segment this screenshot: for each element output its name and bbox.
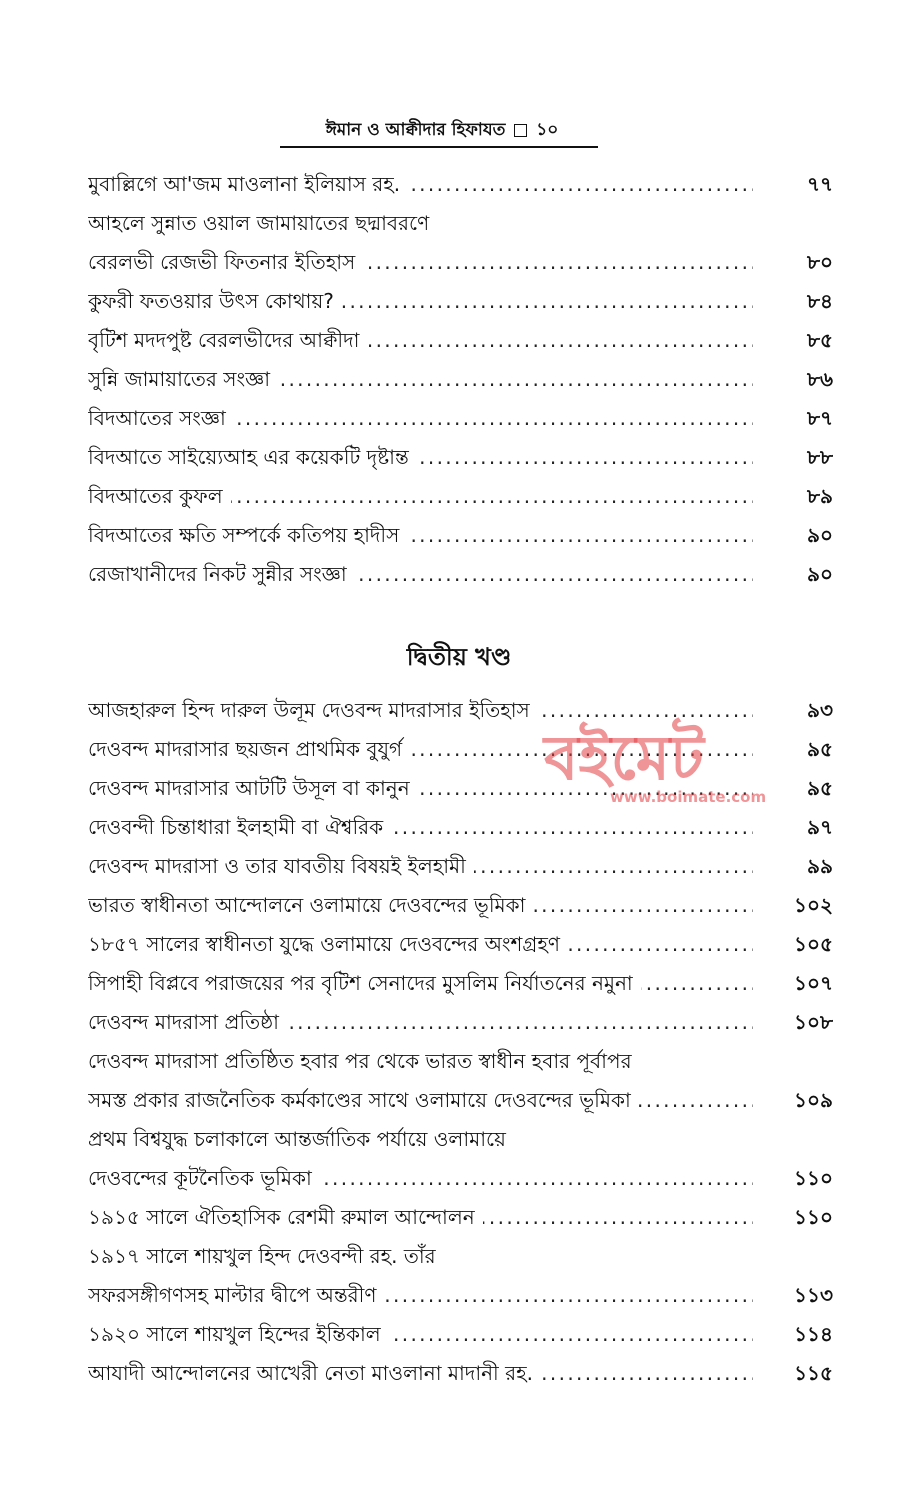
toc-entry-page: ৭৭: [806, 172, 833, 196]
toc-entry-page: ৮০: [807, 250, 833, 274]
toc-entry-title: বেরলভী রেজভী ফিতনার ইতিহাস: [88, 250, 363, 274]
toc-entry-title: মুবাল্লিগে আ'জম মাওলানা ইলিয়াস রহ.: [88, 172, 408, 196]
toc-entry-page: ৯০: [807, 562, 833, 586]
toc-entry: [88, 1039, 833, 1078]
toc-entry-page: ১১০: [794, 1205, 833, 1229]
toc-entry: [88, 357, 833, 396]
toc-entry: [88, 1117, 833, 1156]
watermark-logo: বইমেট: [544, 721, 704, 794]
watermark-url: www.boimate.com: [610, 788, 767, 806]
toc-entry-title: সফরসঙ্গীগণসহ মাল্টার দ্বীপে অন্তরীণ: [88, 1283, 384, 1307]
toc-entry-title: আযাদী আন্দোলনের আখেরী নেতা মাওলানা মাদানী রহ.: [88, 1361, 541, 1385]
toc-entry-page: ১০৯: [794, 1088, 833, 1112]
toc-entry: [88, 883, 833, 922]
running-header: [283, 118, 601, 142]
section-title: দ্বিতীয় খণ্ড: [406, 643, 512, 671]
toc-entry: [88, 552, 833, 591]
toc-entry-page: ৯৫: [807, 737, 833, 761]
book-title: ঈমান ও আক্বীদার হিফাযত: [325, 120, 506, 140]
toc-entry-page: ১০৭: [794, 971, 833, 995]
toc-entry-title: সমস্ত প্রকার রাজনৈতিক কর্মকাণ্ডের সাথে ওলামায়ে দেওবন্দের ভূমিকা: [88, 1088, 639, 1112]
toc-entry-title: ১৮৫৭ সালের স্বাধীনতা যুদ্ধে ওলামায়ে দেওবন্দের অংশগ্রহণ: [88, 932, 568, 956]
toc-entry: [88, 1234, 833, 1273]
header-page-number: ১০: [536, 120, 559, 140]
toc-entry-title: দেওবন্দী চিন্তাধারা ইলহামী বা ঐশ্বরিক: [88, 815, 391, 839]
toc-entry: [88, 396, 833, 435]
toc-entry: [88, 922, 833, 961]
toc-entry-page: ৯৯: [807, 854, 833, 878]
toc-entry-page: ৯৭: [807, 815, 833, 839]
toc-entry-title: দেওবন্দ মাদরাসার ছয়জন প্রাথমিক বুযুর্গ: [88, 737, 410, 761]
toc-entry-page: ৮৪: [807, 289, 833, 313]
toc-entry-page: ১১০: [794, 1166, 833, 1190]
toc-entry-page: ৯০: [807, 523, 833, 547]
toc-entry-page: ৮৯: [807, 484, 833, 508]
toc-entry: [88, 240, 833, 279]
toc-entry: [88, 1351, 833, 1390]
toc-entry: [88, 162, 833, 201]
toc-entry-title: আহলে সুন্নাত ওয়াল জামায়াতের ছদ্মাবরণে: [88, 211, 437, 235]
toc-entry: [88, 474, 833, 513]
toc-entry-title: প্রথম বিশ্বযুদ্ধ চলাকালে আন্তর্জাতিক পর্যায়ে ওলামায়ে: [88, 1127, 514, 1151]
toc-entry: [88, 279, 833, 318]
toc-entry: [88, 201, 833, 240]
toc-entry-title: বিদআতের কুফল: [88, 484, 231, 508]
toc-entry-page: ৮৭: [807, 406, 833, 430]
toc-entry-page: ১১৪: [794, 1322, 833, 1346]
toc-entry: [88, 961, 833, 1000]
square-bullet-icon: [514, 124, 527, 137]
toc-entry-title: দেওবন্দ মাদরাসা প্রতিষ্ঠিত হবার পর থেকে ভারত স্বাধীন হবার পূর্বাপর: [88, 1049, 640, 1073]
toc-entry-title: কুফরী ফতওয়ার উৎস কোথায়?: [88, 289, 342, 313]
toc-entry-title: দেওবন্দ মাদরাসা প্রতিষ্ঠা: [88, 1010, 287, 1034]
toc-entry-title: বিদআতে সাইয়্যেআহ এর কয়েকটি দৃষ্টান্ত: [88, 445, 417, 469]
toc-entry-page: ৮৬: [807, 367, 833, 391]
toc-entry-title: দেওবন্দ মাদরাসা ও তার যাবতীয় বিষয়ই ইলহামী: [88, 854, 474, 878]
toc-entry: [88, 1078, 833, 1117]
toc-entry: [88, 1000, 833, 1039]
toc-entry-page: ৯৫: [807, 776, 833, 800]
toc-entry: [88, 435, 833, 474]
toc-entry-page: ১১৫: [794, 1361, 833, 1385]
toc-entry-title: দেওবন্দের কূটনৈতিক ভূমিকা: [88, 1166, 320, 1190]
toc-section-1: [88, 162, 833, 591]
toc-entry-page: ১১৩: [794, 1283, 833, 1307]
toc-entry: [88, 844, 833, 883]
toc-entry-title: ভারত স্বাধীনতা আন্দোলনে ওলামায়ে দেওবন্দের ভূমিকা: [88, 893, 533, 917]
toc-entry-title: আজহারুল হিন্দ দারুল উলূম দেওবন্দ মাদরাসার ইতিহাস: [88, 698, 538, 722]
toc-entry-title: ১৯১৭ সালে শায়খুল হিন্দ দেওবন্দী রহ. তাঁর: [88, 1244, 444, 1268]
toc-entry: [88, 513, 833, 552]
toc-entry: [88, 1156, 833, 1195]
toc-entry-page: ১০২: [794, 893, 833, 917]
toc-entry: [88, 1195, 833, 1234]
toc-entry-title: ১৯১৫ সালে ঐতিহাসিক রেশমী রুমাল আন্দোলন: [88, 1205, 483, 1229]
toc-entry-page: ১০৫: [794, 932, 833, 956]
toc-entry-page: ৮৮: [807, 445, 833, 469]
toc-entry: [88, 1273, 833, 1312]
toc-entry-title: ১৯২০ সালে শায়খুল হিন্দের ইন্তিকাল: [88, 1322, 389, 1346]
header-rule: [280, 146, 598, 148]
toc-entry-title: বিদআতের ক্ষতি সম্পর্কে কতিপয় হাদীস: [88, 523, 407, 547]
toc-entry: [88, 318, 833, 357]
toc-entry-page: ৯৩: [807, 698, 833, 722]
toc-entry-title: বৃটিশ মদদপুষ্ট বেরলভীদের আক্বীদা: [88, 328, 367, 352]
toc-entry: [88, 1312, 833, 1351]
toc-entry-page: ৮৫: [807, 328, 833, 352]
watermark: [540, 722, 780, 812]
toc-entry-title: সুন্নি জামায়াতের সংজ্ঞা: [88, 367, 278, 391]
toc-entry-title: রেজাখানীদের নিকট সুন্নীর সংজ্ঞা: [88, 562, 355, 586]
toc-entry-page: ১০৮: [794, 1010, 833, 1034]
toc-entry-title: বিদআতের সংজ্ঞা: [88, 406, 234, 430]
toc-entry-title: দেওবন্দ মাদরাসার আটটি উসূল বা কানুন: [88, 776, 418, 800]
toc-entry-title: সিপাহী বিপ্লবে পরাজয়ের পর বৃটিশ সেনাদের মুসলিম নির্যাতনের নমুনা: [88, 971, 641, 995]
